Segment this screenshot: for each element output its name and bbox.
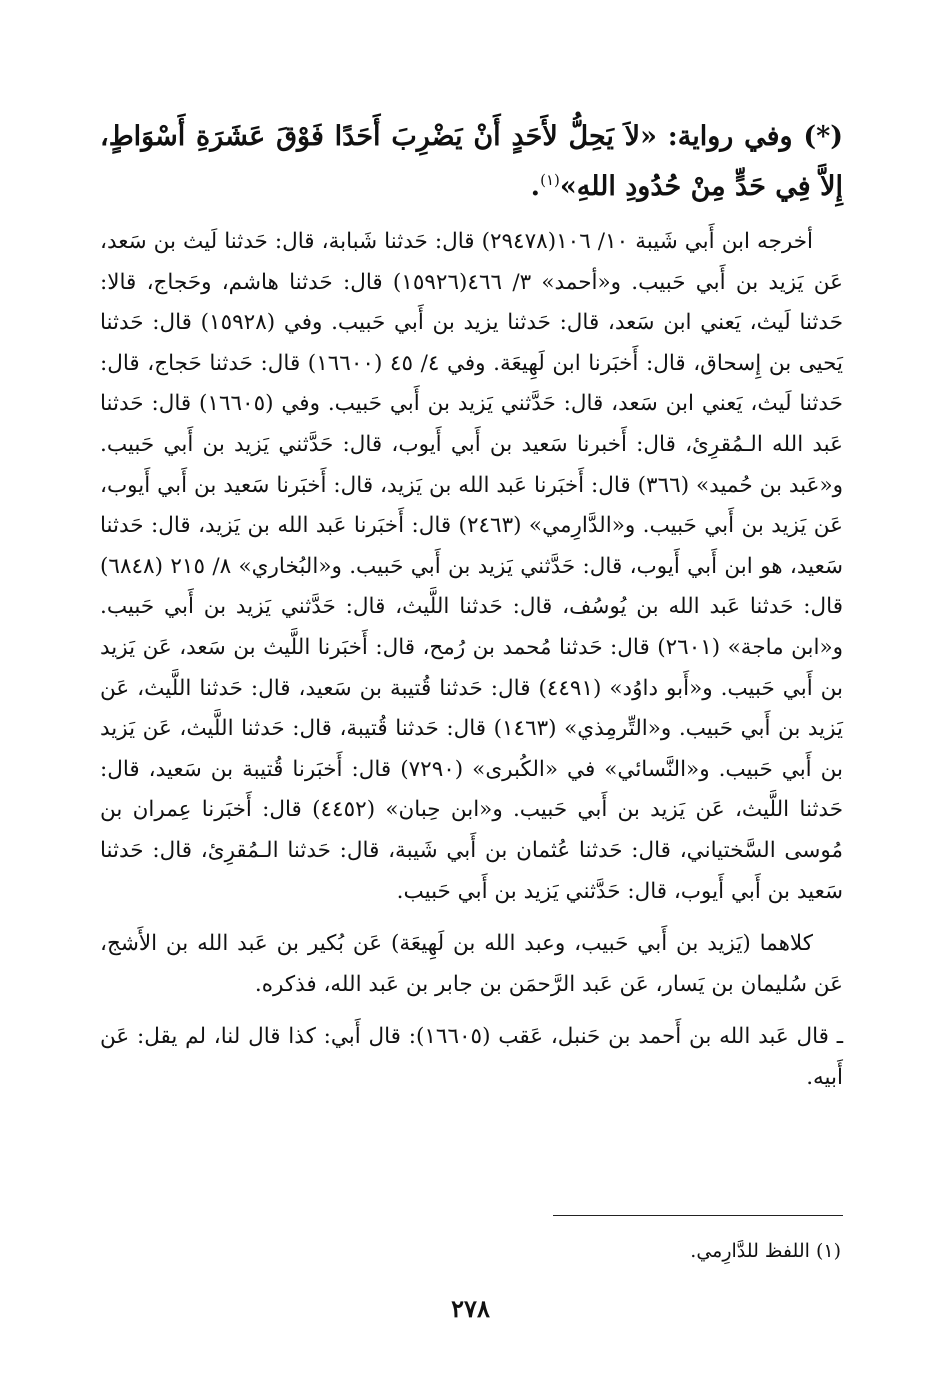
hadith-intro: وفي رواية: xyxy=(667,121,793,152)
page-body xyxy=(100,112,843,1098)
hadith-end-mark: . xyxy=(530,171,541,202)
takhrij-paragraph: أخرجه ابن أَبي شَيبة ١٠/ ١٠٦(٢٩٤٧٨) قال: حَدثنا شَبابة، قال: حَدثنا لَيث بن سَعد، عَن يَزيد بن أَبي حَبيب. و«أحمد» ٣/ ٤٦٦(١٥٩٢٦) قال: حَدثنا هاشم، وحَجاج، قالا: حَدثنا لَيث، يَعني ابن سَعد، قال: حَدثنا يزيد بن أَبي حَبيب. وفي (١٥٩٢٨) قال: حَدثنا يَحيى بن إِسحاق، قال: أَخبَرنا ابن لَهِيعَة. وفي ٤/ ٤٥ (١٦٦٠٠) قال: حَدثنا حَجاج، قال: حَدثنا لَيث، يَعني ابن سَعد، قال: حَدَّثني يَزيد بن أَبي حَبيب. وفي (١٦٦٠٥) قال: حَدثنا عَبد الله الـمُقرِئ، قال: أَخبرنا سَعيد بن أَبي أَيوب، قال: حَدَّثني يَزيد بن أَبي حَبيب. و«عَبد بن حُميد» (٣٦٦) قال: أَخبَرنا عَبد الله بن يَزيد، قال: أَخبَرنا سَعيد بن أَبي أَيوب، عَن يَزيد بن أَبي حَبيب. و«الدَّارِمي» (٢٤٦٣) قال: أَخبَرنا عَبد الله بن يَزيد، قال: حَدثنا سَعيد، هو ابن أَبي أَيوب، قال: حَدَّثني يَزيد بن أَبي حَبيب. و«البُخاري» ٨/ ٢١٥ (٦٨٤٨) قال: حَدثنا عَبد الله بن يُوسُف، قال: حَدثنا اللَّيث، قال: حَدَّثني يَزيد بن أَبي حَبيب. و«ابن ماجة» (٢٦٠١) قال: حَدثنا مُحمد بن رُمح، قال: أَخبَرنا اللَّيث بن سَعد، عَن يَزيد بن أَبي حَبيب. و«أَبو داوُد» (٤٤٩١) قال: حَدثنا قُتيبة بن سَعيد، قال: حَدثنا اللَّيث، عَن يَزيد بن أَبي حَبيب. و«التِّرمِذي» (١٤٦٣) قال: حَدثنا قُتيبة، قال: حَدثنا اللَّيث، عَن يَزيد بن أَبي حَبيب. و«النَّسائي» في «الكُبرى» (٧٢٩٠) قال: أَخبَرنا قُتيبة بن سَعيد، قال: حَدثنا اللَّيث، عَن يَزيد بن أَبي حَبيب. و«ابن حِبان» (٤٤٥٢) قال: أَخبَرنا عِمران بن مُوسى السَّختياني، قال: حَدثنا عُثمان بن أَبي شَيبة، قال: حَدثنا الـمُقرِئ، قال: حَدثنا سَعيد بن أَبي أَيوب، قال: حَدَّثني يَزيد بن أَبي حَبيب. xyxy=(100,229,844,904)
note-paragraph: ـ قال عَبد الله بن أَحمد بن حَنبل، عَقب (١٦٦٠٥): قال أَبي: كذا قال لنا، لم يقل: عَن أَبيه. xyxy=(100,1024,843,1090)
hadith-text: «لاَ يَحِلُّ لأَحَدٍ أَنْ يَضْرِبَ أَحَدًا فَوْقَ عَشَرَةِ أَسْوَاطٍ، إِلاَّ فِي حَدٍّ مِنْ حُدُودِ اللهِ» xyxy=(100,121,843,202)
footnote-divider xyxy=(553,1215,843,1216)
hadith-paragraph xyxy=(100,112,843,212)
summary-paragraph: كلاهما (يَزيد بن أَبي حَبيب، وعبد الله بن لَهِيعَة) عَن بُكير بن عَبد الله بن الأَشج، عَن سُليمان بن يَسار، عَن عَبد الرَّحمَن بن جابر بن عَبد الله، فذكره. xyxy=(100,931,843,997)
page-number: ٢٧٨ xyxy=(451,1294,490,1323)
footnote-reference: (١) xyxy=(540,171,560,189)
hadith-marker: (*) xyxy=(803,121,844,152)
footnote: (١) اللفظ للدَّارِمي. xyxy=(690,1240,841,1262)
